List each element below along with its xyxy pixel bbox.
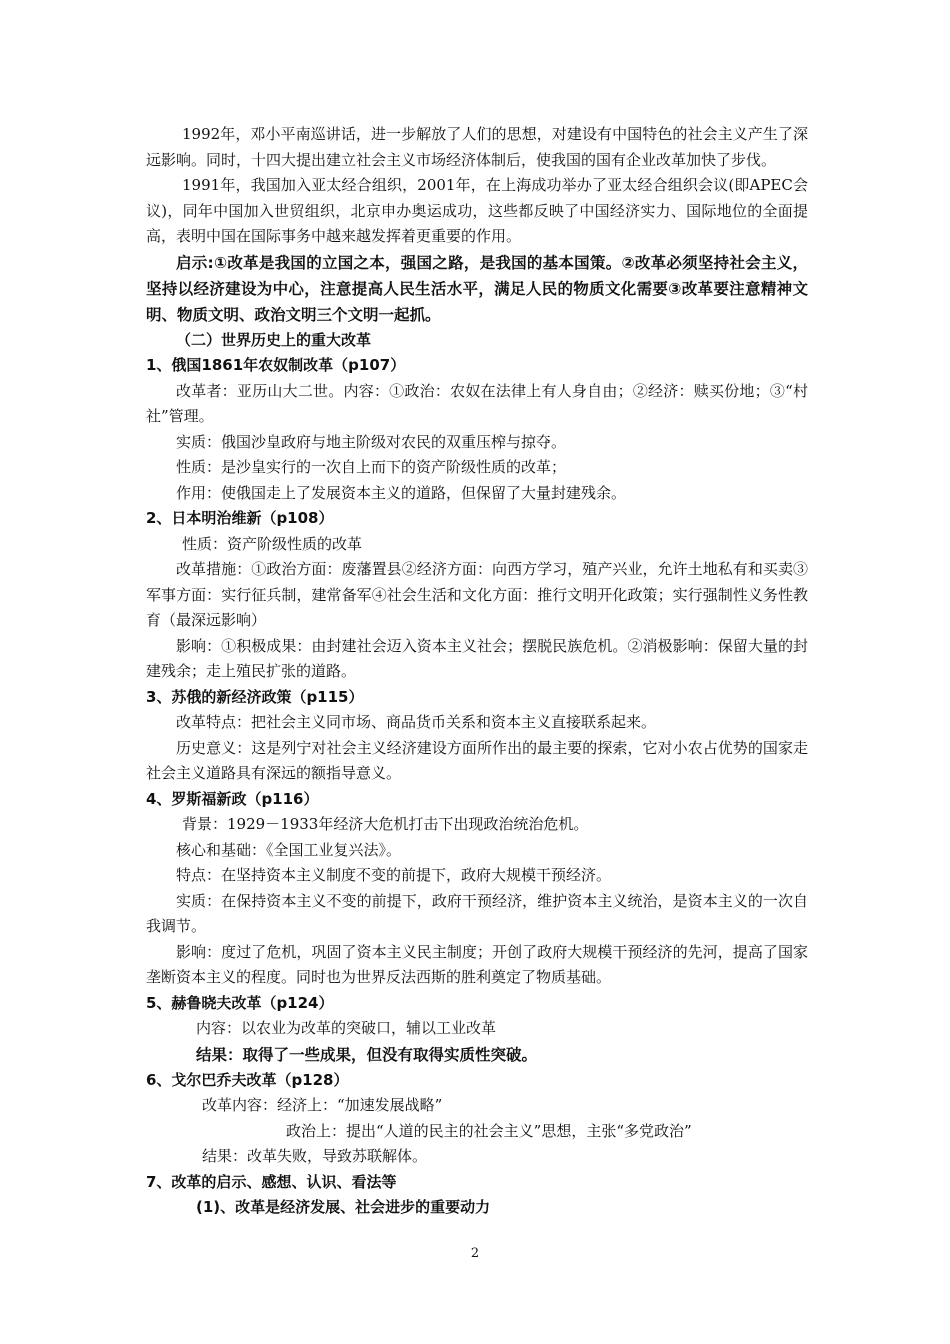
section-heading: 4、罗斯福新政（p116） <box>146 789 319 808</box>
paragraph: 作用：使俄国走上了发展资本主义的道路，但保留了大量封建残余。 <box>176 483 627 502</box>
section-heading: 1、俄国1861年农奴制改革（p107） <box>146 356 406 374</box>
paragraph: 实质：在保持资本主义不变的前提下，政府干预经济，维护资本主义统治，是资本主义的一次自我调节。 <box>146 891 808 935</box>
section-heading: （二）世界历史上的重大改革 <box>176 330 372 349</box>
paragraph: 结果：改革失败，导致苏联解体。 <box>202 1147 428 1165</box>
section-heading: 2、日本明治维新（p108） <box>146 509 334 527</box>
paragraph: 结果：取得了一些成果，但没有取得实质性突破。 <box>196 1045 538 1064</box>
paragraph: 影响：度过了危机，巩固了资本主义民主制度；开创了政府大规模干预经济的先河，提高了国家垄断资本主义的程度。同时也为世界反法西斯的胜利奠定了物质基础。 <box>146 942 808 986</box>
paragraph: 实质：俄国沙皇政府与地主阶级对农民的双重压榨与掠夺。 <box>176 432 567 451</box>
paragraph: 核心和基础：《全国工业复兴法》。 <box>176 840 402 859</box>
section-heading: 3、苏俄的新经济政策（p115） <box>146 687 364 706</box>
paragraph: 内容：以农业为改革的突破口，辅以工业改革 <box>196 1019 497 1037</box>
paragraph: 性质：是沙皇实行的一次自上而下的资产阶级性质的改革； <box>176 458 567 476</box>
paragraph: 改革措施：①政治方面：废藩置县②经济方面：向西方学习，殖产兴业，允许土地私有和买卖③军事方面：实行征兵制，建常备军④社会生活和文化方面：推行文明开化政策；实行强制性义务性教育（最深远影响） <box>146 560 808 629</box>
page-number: 2 <box>470 1246 480 1261</box>
paragraph: 背景：1929－1933年经济大危机打击下出现政治统治危机。 <box>182 815 589 833</box>
paragraph: 改革特点：把社会主义同市场、商品货币关系和资本主义直接联系起来。 <box>176 713 657 731</box>
paragraph: 政治上：提出“人道的民主的社会主义”思想，主张“多党政治” <box>286 1121 692 1140</box>
paragraph: 特点：在坚持资本主义制度不变的前提下，政府大规模干预经济。 <box>176 866 612 884</box>
section-heading: (1)、改革是经济发展、社会进步的重要动力 <box>196 1198 491 1216</box>
paragraph: 1992年，邓小平南巡讲话，进一步解放了人们的思想，对建设有中国特色的社会主义产生了深远影响。同时，十四大提出建立社会主义市场经济体制后，使我国的国有企业改革加快了步伐。 <box>146 125 808 169</box>
paragraph: 1991年，我国加入亚太经合组织，2001年，在上海成功举办了亚太经合组织会议(即APEC会议)，同年中国加入世贸组织，北京申办奥运成功，这些都反映了中国经济实力、国际地位的全面提高，表明中国在国际事务中越来越发挥着更重要的作用。 <box>146 176 808 245</box>
section-heading: 5、赫鲁晓夫改革（p124） <box>146 993 334 1012</box>
paragraph: 性质：资产阶级性质的改革 <box>182 534 363 553</box>
section-heading: 6、戈尔巴乔夫改革（p128） <box>146 1070 349 1089</box>
paragraph: 改革者：亚历山大二世。内容：①政治：农奴在法律上有人身自由；②经济：赎买份地；③“村社”管理。 <box>146 381 808 425</box>
paragraph: 改革内容：经济上：“加速发展战略” <box>202 1096 443 1114</box>
paragraph: 历史意义：这是列宁对社会主义经济建设方面所作出的最主要的探索，它对小农占优势的国家走社会主义道路具有深远的额指导意义。 <box>146 738 808 782</box>
section-heading: 7、改革的启示、感想、认识、看法等 <box>146 1172 397 1191</box>
paragraph: 影响：①积极成果：由封建社会迈入资本主义社会；摆脱民族危机。②消极影响：保留大量的封建残余；走上殖民扩张的道路。 <box>146 636 808 680</box>
paragraph: 启示:①改革是我国的立国之本，强国之路，是我国的基本国策。②改革必须坚持社会主义，坚持以经济建设为中心，注意提高人民生活水平，满足人民的物质文化需要③改革要注意精神文明、物质文明、政治文明三个文明一起抓。 <box>146 253 808 324</box>
document-body <box>146 122 808 1221</box>
